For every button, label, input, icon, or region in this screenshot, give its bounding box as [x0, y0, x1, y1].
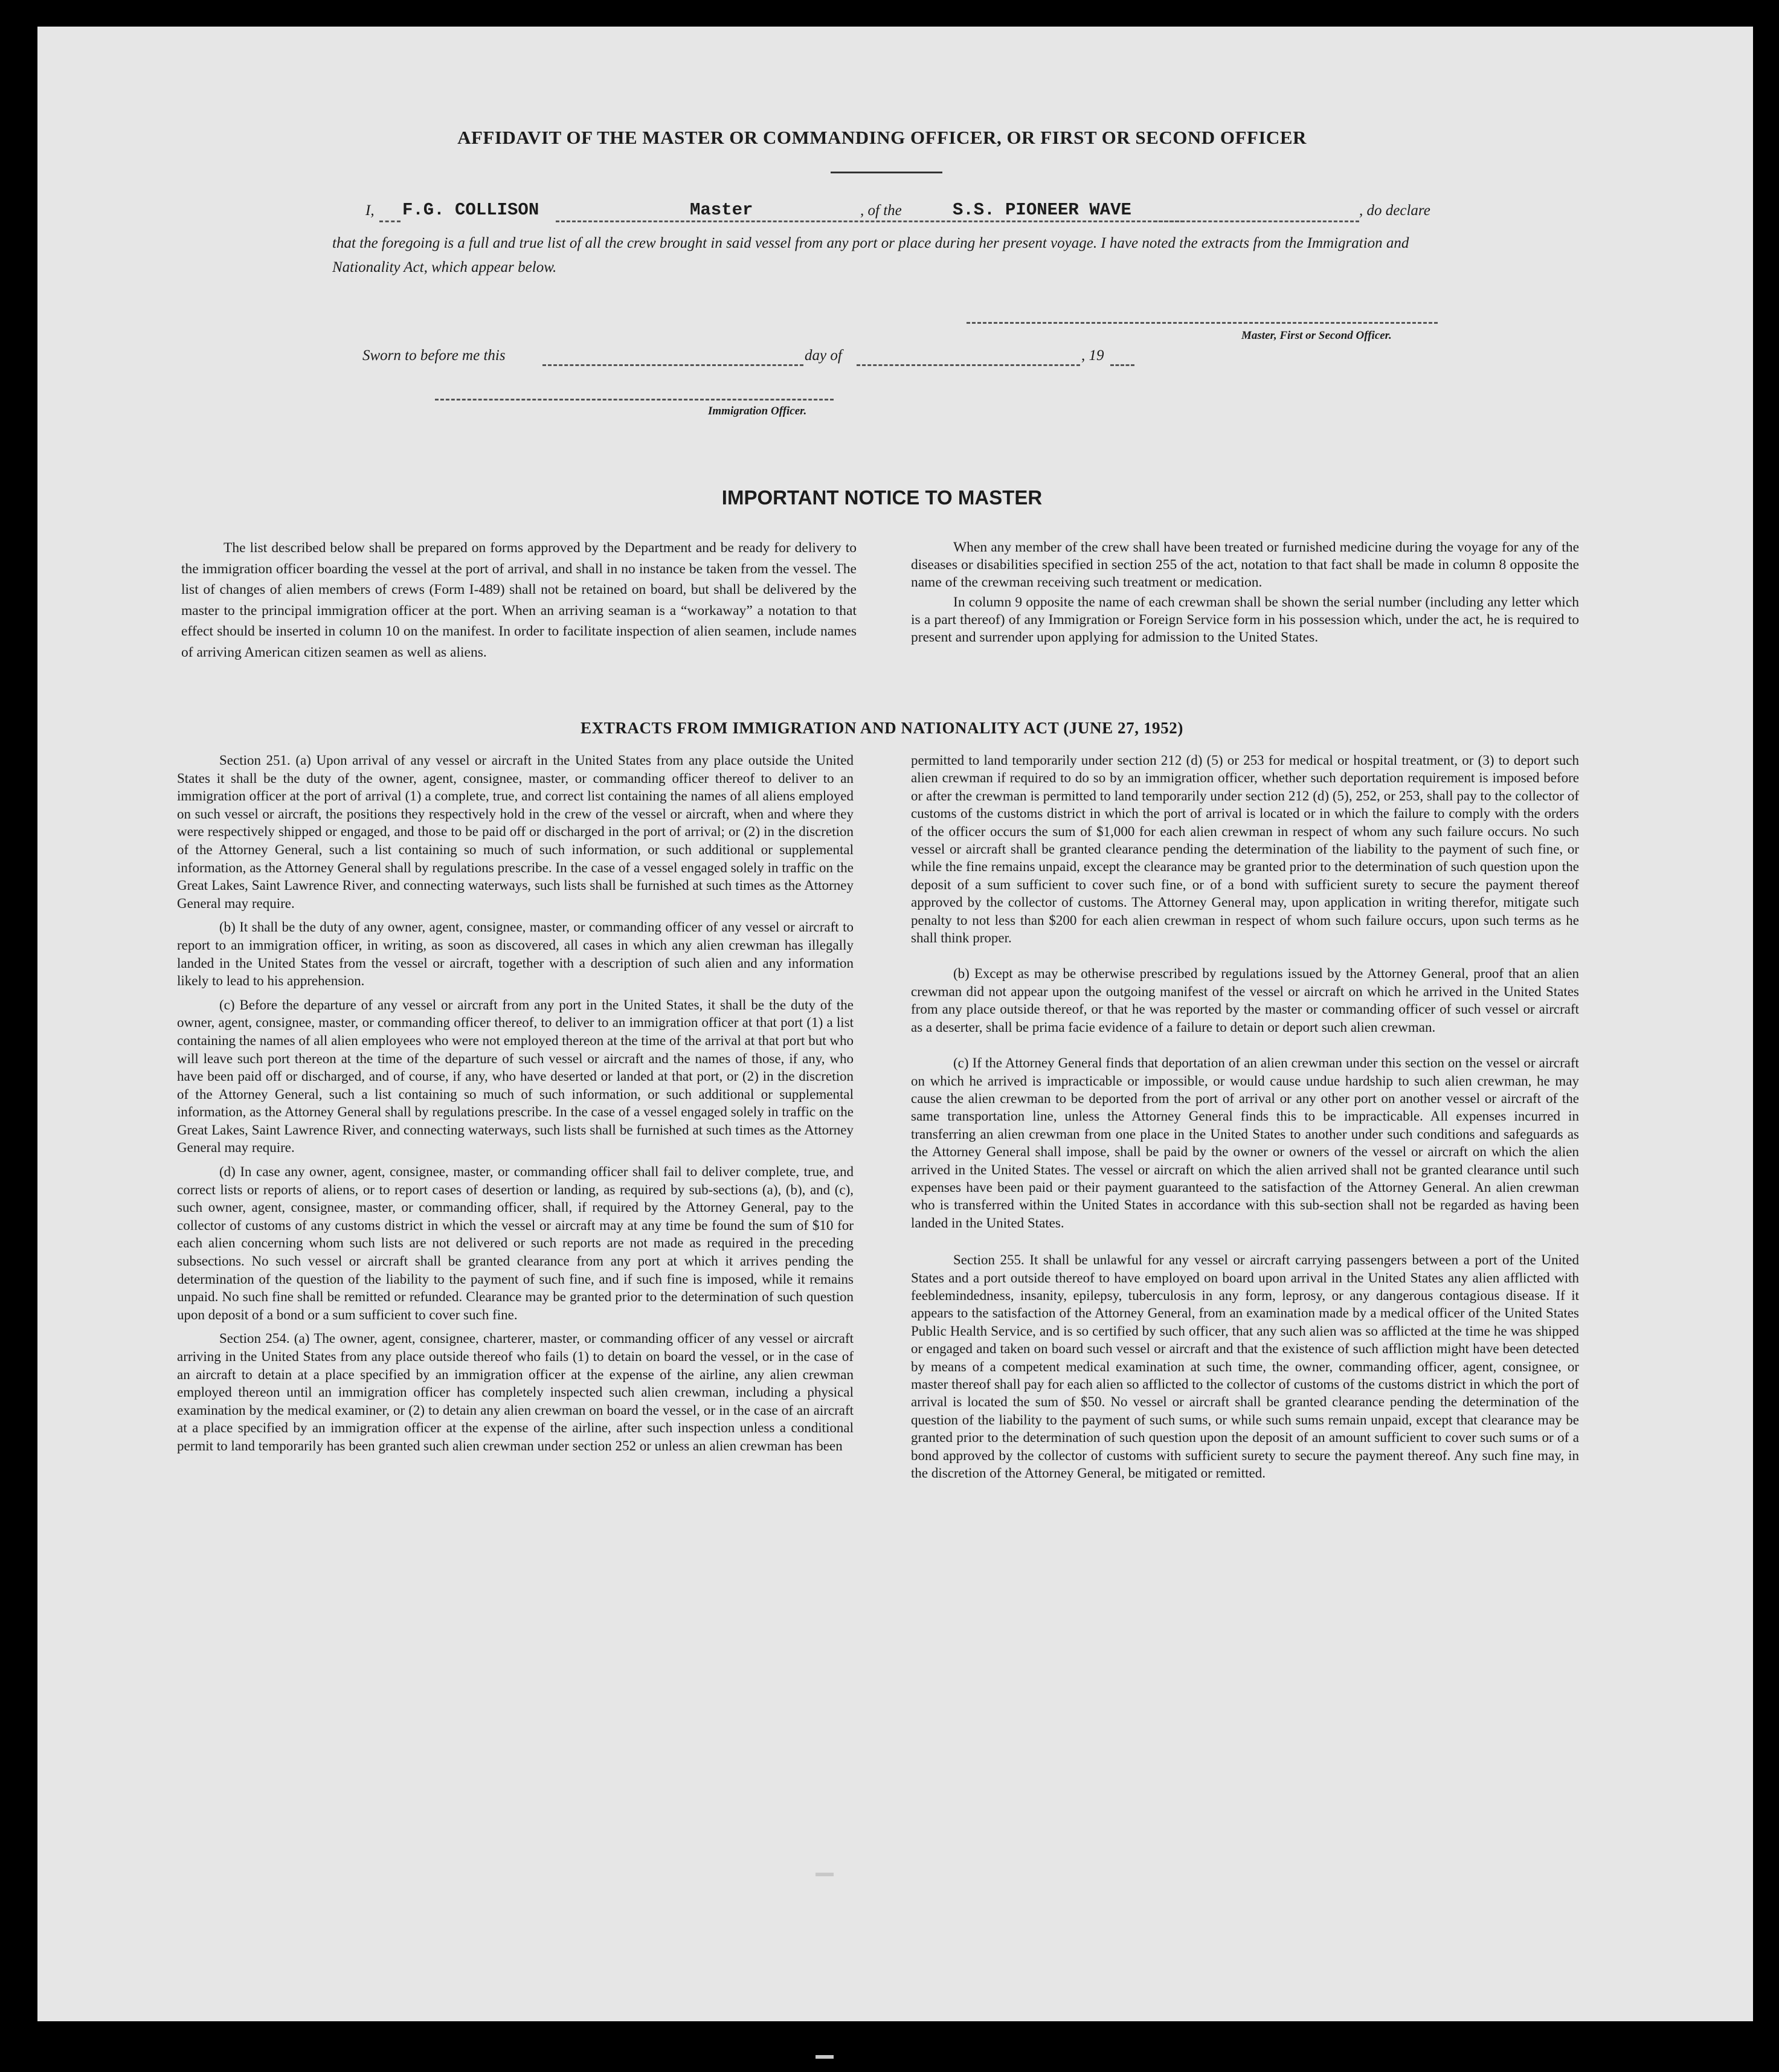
section-254-a: Section 254. (a) The owner, agent, consignee, charterer, master, or commanding officer of any vessel or aircraft arriving in the United States from any place outside thereof who fails (1) to detain on board the vessel, or in the case of an aircraft to detain at a place specified by an immigration officer at the expense of the airline, any alien crewman employed thereon until an immigration officer has completely inspected such alien crewman, including a physical examination by the medical examiner, or (2) to detain any alien crewman on board the vessel, or in the case of an aircraft at a place specified by an immigration officer at the expense of the airline, after such inspection unless a conditional permit to land temporarily has been granted such alien crewman under section 252 or unless an alien crewman has been	[177, 1331, 854, 1453]
section-251-d: (d) In case any owner, agent, consignee, master, or commanding officer shall fail to deliver complete, true, and correct lists or reports of aliens, or to report cases of desertion or landing, as required by sub-sections (a), (b), and (c), such owner, agent, consignee, master, or commanding officer, shall, if required by the Attorney General, pay to the collector of customs of any customs district in which the vessel or aircraft may at any time be found the sum of $10 for each alien concerning whom such lists are not delivered or such reports are not made as required in the preceding subsections. No such vessel or aircraft shall be granted clearance from any port at which it arrives pending the determination of the question of the liability to the payment of such fine, and if such fine is imposed, while it remains unpaid. No such fine shall be remitted or refunded. Clearance may be granted prior to the determination of such question upon deposit of a bond or a sum sufficient to cover such fine.	[177, 1164, 854, 1322]
section-251-a: Section 251. (a) Upon arrival of any vessel or aircraft in the United States from any place outside the United States it shall be the duty of the owner, agent, consignee, master, or commanding officer thereof to deliver to an immigration officer at the port of arrival (1) a complete, true, and correct list containing the names of all aliens employed on such vessel or aircraft, the positions they respectively hold in the crew of the vessel or aircraft, when and where they were respectively shipped or engaged, and those to be paid off or discharged in the port of arrival; or (2) in the discretion of the Attorney General, such a list containing so much of such information, or such additional or supplemental information, as the Attorney General shall by regulations prescribe. In the case of a vessel engaged solely in traffic on the Great Lakes, Saint Lawrence River, and connecting waterways, such lists shall be furnished at such times as the Attorney General may require.	[177, 753, 854, 911]
of-the-label: , of the	[858, 202, 904, 219]
affidavit-title: AFFIDAVIT OF THE MASTER OR COMMANDING OFFICER, OR FIRST OR SECOND OFFICER	[457, 127, 1307, 148]
section-254-a-continued: permitted to land temporarily under section 212 (d) (5) or 253 for medical or hospital treatment, or (3) to deport such alien crewman if required to do so by an immigration officer, whether such deportation requirement is imposed before or after the crewman is permitted to land temporarily under section 212 (d) (5), 252, or 253, shall pay to the collector of customs of the customs district in which the port of arrival is located or in which the failure to comply with the orders of the officer occurs the sum of $1,000 for each alien crewman in respect of whom any such failure occurs. No such vessel or aircraft shall be granted clearance pending the determination of the liability to the payment of such fine, or while the fine remains unpaid, except the clearance may be granted prior to the determination of such question upon the deposit of a sum sufficient to cover such fine, or of a bond with sufficient surety to secure the payment thereof approved by the collector of customs. The Attorney General may, upon application in writing therefor, mitigate such penalty to not less than $200 for each alien crewman in respect of whom such failure occurs, upon such terms as he shall think proper.	[911, 753, 1579, 946]
section-254-b: (b) Except as may be otherwise prescribed by regulations issued by the Attorney General, proof that an alien crewman did not appear upon the outgoing manifest of the vessel or aircraft on which he arrived in the United States from any place outside thereof, or that he was reported by the master or commanding officer of such vessel or aircraft as a deserter, shall be prima facie evidence of a failure to detain or deport such alien crewman.	[911, 966, 1579, 1035]
sworn-label: Sworn to before me this	[362, 347, 506, 364]
scan-tick	[816, 2055, 834, 2059]
master-signature-line[interactable]	[967, 322, 1438, 324]
notice-paragraph: When any member of the crew shall have been treated or furnished medicine during the voyage for any of the diseases or disabilities specified in section 255 of the act, notation to that fact shall be made in column 8 opposite the name of the crewman receiving such treatment or medication.	[911, 539, 1579, 591]
section-251-c: (c) Before the departure of any vessel or aircraft from any port in the United States, it shall be the duty of the owner, agent, consignee, master, or commanding officer thereof, to deliver to an immigration officer at that port (1) a list containing the names of all alien employees who were not employed thereon at the time of the arrival at that port but who will leave such port thereon at the time of the departure of such vessel or aircraft and the names of those, if any, who have been paid off or discharged, and of course, if any, who have deserted or landed at that port, or (2) in the discretion of the Attorney General, such a list containing so much of such information, or such additional or supplemental information, as the Attorney General shall by regulations prescribe. In the case of a vessel engaged solely in traffic on the Great Lakes, Saint Lawrence River, and connecting waterways, such lists shall be furnished at such times as the Attorney General may require.	[177, 997, 854, 1156]
master-name-field[interactable]: F.G. COLLISON	[402, 200, 539, 220]
do-declare-label: , do declare	[1359, 202, 1430, 219]
notice-paragraph: In column 9 opposite the name of each crewman shall be shown the serial number (including any letter which is a part thereof) of any Immigration or Foreign Service form in his possession which, under the act, he is required to present and surrender upon applying for admission to the United States.	[911, 594, 1579, 646]
sworn-day-field[interactable]	[542, 364, 803, 366]
sworn-month-field[interactable]	[857, 364, 1080, 366]
blank-line	[556, 220, 1184, 222]
blank-line	[1154, 220, 1359, 222]
scan-speck	[1685, 57, 1703, 61]
scan-speck	[1735, 82, 1740, 86]
declaration-line	[332, 202, 1438, 229]
scan-speck	[1634, 39, 1640, 43]
title-rule	[831, 172, 942, 173]
notice-title: IMPORTANT NOTICE TO MASTER	[721, 486, 1043, 509]
sworn-year-field[interactable]	[1110, 364, 1134, 366]
day-of-label: day of	[805, 347, 842, 364]
notice-right-column	[911, 539, 1579, 646]
scan-speck	[91, 42, 98, 45]
sworn-line	[362, 347, 1148, 372]
notice-paragraph: The list described below shall be prepared on forms approved by the Department and be ready for delivery to the immigration officer boarding the vessel at the port of arrival, and shall in no instance be taken from the vessel. The list of changes of alien members of crews (Form I-489) shall not be retained on board, but shall be delivered by the master to the principal immigration officer at the port. When an arriving seaman is a “workaway” a notation to that effect should be inserted in column 10 on the manifest. In order to facilitate inspection of alien seamen, include names of arriving American citizen seamen as well as aliens.	[181, 540, 857, 660]
rank-field[interactable]: Master	[690, 200, 753, 220]
immigration-officer-signature-line[interactable]	[435, 399, 834, 401]
section-251-b: (b) It shall be the duty of any owner, agent, consignee, master, or commanding officer of any vessel or aircraft to report to an immigration officer, in writing, as soon as discovered, all cases in which any alien crewman has illegally landed in the United States from the vessel or aircraft, together with a description of such alien and any information likely to lead to his apprehension.	[177, 919, 854, 989]
section-254-c: (c) If the Attorney General finds that deportation of an alien crewman under this section on the vessel or aircraft on which he arrived is impracticable or impossible, or would cause undue hardship to such alien crewman, he may cause the alien crewman to be deported from the port of arrival or any other port on another vessel or aircraft of the same transportation line, unless the Attorney General finds this to be impracticable. All expenses incurred in transferring an alien crewman from one place in the United States to another under such conditions and safeguards as the Attorney General shall impose, shall be paid by the owner or owners of the vessel or aircraft on which the alien arrived in the United States. The vessel or aircraft on which the alien arrived shall not be granted clearance until such expenses have been paid or their payment guaranteed to the satisfaction of the Attorney General. An alien crewman who is transferred within the United States in accordance with this sub-section shall not be regarded as having been landed in the United States.	[911, 1055, 1579, 1231]
master-signature-label: Master, First or Second Officer.	[1241, 329, 1392, 342]
scan-tick	[816, 1873, 834, 1876]
scan-speck	[269, 39, 282, 43]
extracts-title: EXTRACTS FROM IMMIGRATION AND NATIONALITY ACT (JUNE 27, 1952)	[581, 719, 1183, 737]
declaration-text: that the foregoing is a full and true list of all the crew brought in said vessel from any port or place during her present voyage. I have noted the extracts from the Immigration and Nationality Act, which appear below.	[332, 235, 1409, 275]
extracts-left-column	[177, 751, 854, 1455]
blank-line	[379, 220, 401, 222]
immigration-officer-label: Immigration Officer.	[708, 405, 807, 417]
scan-speck	[145, 43, 150, 47]
section-255: Section 255. It shall be unlawful for any vessel or aircraft carrying passengers between a port of the United States and a port outside thereof to have employed on board upon arrival in the United States any alien afflicted with feeblemindedness, insanity, epilepsy, tuberculosis in any form, leprosy, or any dangerous contagious disease. If it appears to the satisfaction of the Attorney General, from an examination made by a medical officer of the United States Public Health Service, and is so certified by such officer, that any such alien was so afflicted at the time he was shipped or engaged and taken on board such vessel or aircraft and that the existence of such affliction might have been detected by means of a competent medical examination at such time, the owner, commanding officer, agent, consignee, or master thereof shall pay for each alien so afflicted to the collector of customs of the customs district in which the port of arrival is located the sum of $50. No vessel or aircraft shall be granted clearance pending the determination of the question of the liability to the payment of such sums, or while such sums remain unpaid, except that clearance may be granted prior to the determination of such question upon the deposit of an amount sufficient to cover such sums or of a bond approved by the collector of customs with sufficient surety to secure the payment thereof. Any such fine may, in the discretion of the Attorney General, be mitigated or remitted.	[911, 1252, 1579, 1481]
vessel-name-field[interactable]: S.S. PIONEER WAVE	[953, 200, 1131, 220]
scan-speck	[1735, 66, 1740, 71]
notice-left-column	[181, 538, 857, 663]
extracts-right-column	[911, 751, 1579, 1482]
i-label: I,	[365, 202, 375, 219]
year-prefix-label: , 19	[1081, 347, 1104, 364]
